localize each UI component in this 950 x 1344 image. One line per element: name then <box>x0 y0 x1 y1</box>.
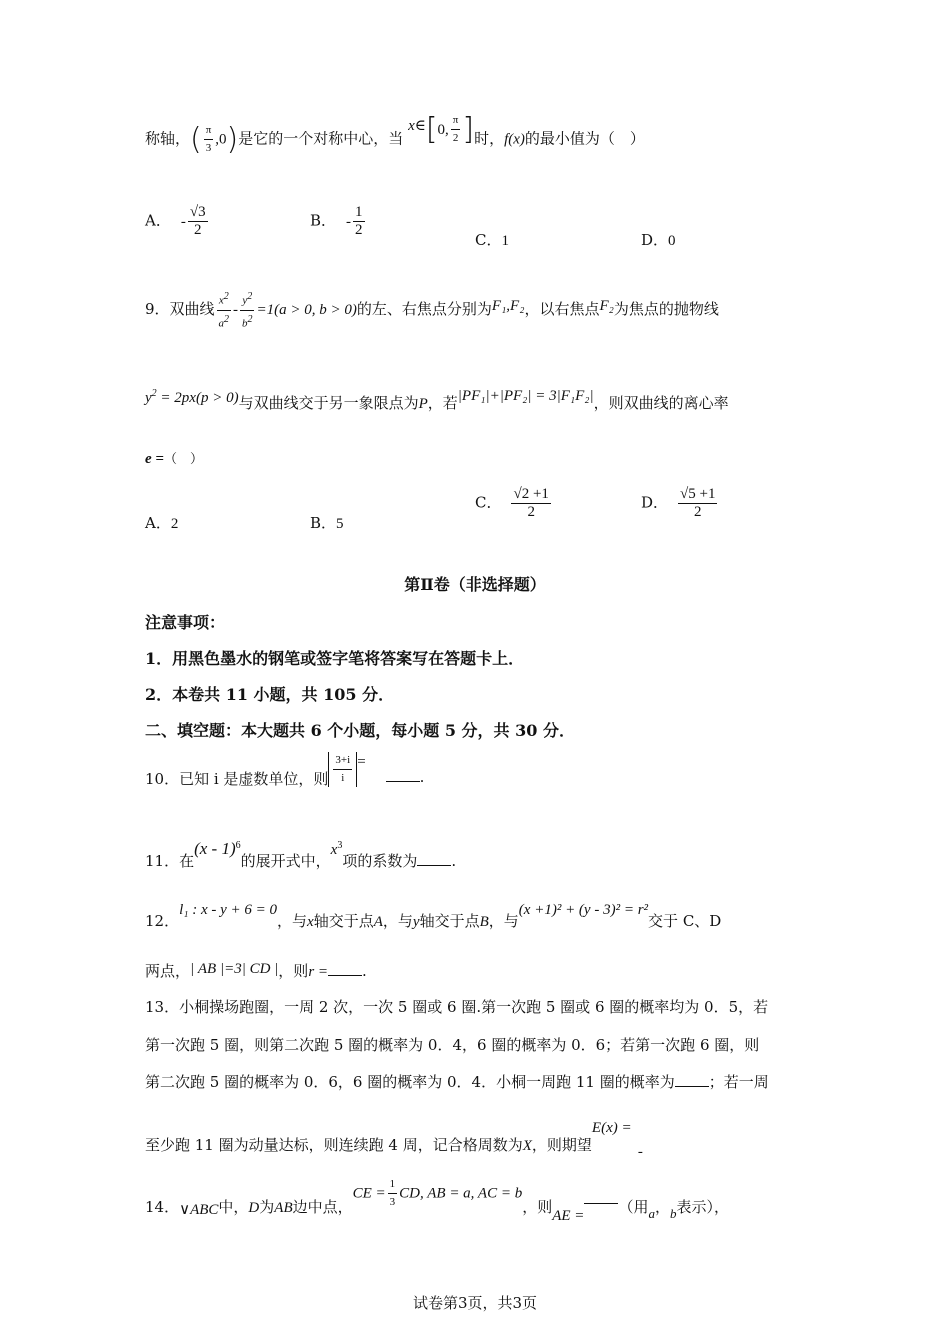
q13-line-4: 至少跑 11 圈为动量达标，则连续跑 4 周，记合格周数为X，则期望E(x) = - <box>145 1120 643 1160</box>
frac-a: $\frac{√3}{2}$ <box>189 204 206 238</box>
q12-line-2: 两点，| AB |=3| CD |，则r = . <box>145 961 367 980</box>
pi-over-2: $\frac{\pi}{2}$ <box>452 114 459 144</box>
modulus-frac: $\frac{3+i}{i}$ <box>335 754 351 784</box>
q9-option-d: D． $\frac{√5 +1}{2}$ <box>641 486 716 520</box>
q9-line-1: 9．双曲线 $\frac{x^2}{a^2}$ - $\frac{y^2}{b^2}$ =1(a > 0, b > 0)的左、右焦点分别为F₁,F₂，以右焦点F₂为焦点的抛物线 <box>145 288 719 332</box>
y2-over-b2: $\frac{y^2}{b^2}$ <box>240 288 255 332</box>
q9-option-c: C． $\frac{√2 +1}{2}$ <box>475 486 549 520</box>
frac-d: $\frac{√5 +1}{2}$ <box>680 486 716 520</box>
fx: f(x) <box>504 131 525 148</box>
q14-blank <box>584 1189 618 1204</box>
frac-b: $\frac{1}{2}$ <box>355 204 363 238</box>
q11: 11．在(x - 1)$^6$的展开式中，$x^3$项的系数为 . <box>145 839 457 870</box>
interval-left: 0, <box>437 121 449 138</box>
q10-blank <box>386 767 420 782</box>
q8-text-4: 的最小值为（ ） <box>524 129 645 148</box>
notice-heading: 注意事项： <box>145 613 226 632</box>
vector-rel: CD, AB = a, AC = b <box>399 1185 523 1202</box>
q12-blank <box>328 961 362 976</box>
q9-condition: |PF₁|+|PF₂| = 3|F₁F₂| <box>457 388 594 404</box>
binomial: (x - 1) <box>194 839 236 858</box>
q11-blank <box>417 851 451 866</box>
q13-blank-1 <box>675 1072 709 1087</box>
q8-text-2: 是它的一个对称中心，当 <box>238 129 404 148</box>
q8-tail-line: 称轴，( $\frac{\pi}{3}$ ,0)是它的一个对称中心，当 x∈[0, $\frac{\pi}{2}$ ]时，f(x)的最小值为（ ） <box>145 112 645 157</box>
frac-c: $\frac{√2 +1}{2}$ <box>513 486 549 520</box>
circle-eq: (x +1)² + (y - 3)² = r² <box>518 902 649 918</box>
notice-2: 2．本卷共 11 小题，共 105 分． <box>145 685 395 704</box>
q9-option-a: A．2 <box>145 514 179 532</box>
q8-option-d: D．0 <box>641 231 676 249</box>
x-in: x∈ <box>408 117 426 134</box>
q13-line-3: 第二次跑 5 圈的概率为 0．6，6 圈的概率为 0．4．小桐一周跑 11 圈的概率为 ；若一周 <box>145 1073 769 1091</box>
notice-1: 1．用黑色墨水的钢笔或签字笔将答案写在答题卡上． <box>145 649 525 668</box>
q13-line-2: 第一次跑 5 圈，则第二次跑 5 圈的概率为 0．4，6 圈的概率为 0．6；若第一次跑 6 圈，则 <box>145 1036 760 1054</box>
line-l1: l₁ : x - y + 6 = 0 <box>179 902 278 918</box>
q8-option-b: B． - $\frac{1}{2}$ <box>310 204 363 238</box>
q9-line-2: $y^2 = 2px(p > 0)$与双曲线交于另一象限点为P，若|PF₁|+|PF₂| = 3|F₁F₂|，则双曲线的离心率 <box>145 388 729 412</box>
q8-text-3: 时， <box>474 129 505 148</box>
q8-option-a: A． - $\frac{√3}{2}$ <box>145 204 206 238</box>
one-third: $\frac{1}{3}$ <box>389 1178 396 1208</box>
parabola: = 2px(p > 0) <box>160 390 239 406</box>
triangle-abc: ∨ABC <box>179 1201 219 1218</box>
expectation: E(x) = - <box>591 1120 643 1160</box>
x2-over-a2: $\frac{x^2}{a^2}$ <box>217 288 232 332</box>
ab-cd-cond: | AB |=3| CD | <box>190 961 279 977</box>
eccentricity: e = <box>145 451 164 467</box>
pi-over-3: $\frac{\pi}{3}$ <box>205 124 212 154</box>
q10: 10．已知 i 是虚数单位，则 $\frac{3+i}{i}$ =. <box>145 753 425 788</box>
page-footer: 试卷第3页，共3页 <box>412 1294 538 1312</box>
q9-paren: （ ） <box>163 452 203 467</box>
q13-line-1: 13．小桐操场跑圈，一周 2 次，一次 5 圈或 6 圈.第一次跑 5 圈或 6 圈的概率均为 0．5，若 <box>145 998 769 1016</box>
section-title: 第Ⅱ卷（非选择题） <box>404 575 546 594</box>
q9-option-b: B．5 <box>310 514 344 532</box>
hyperbola-rest: =1(a > 0, b > 0) <box>256 302 357 319</box>
q8-text: 称轴， <box>145 129 191 148</box>
q14: 14．∨ABC中，D为AB边中点，CE = $\frac{1}{3}$ CD, AB = a, AC = b，则AE = （用a，b表示）， <box>145 1178 729 1224</box>
q8-option-c: C．1 <box>475 231 509 249</box>
point-p: P <box>418 396 428 412</box>
q12-line-1: 12．l₁ : x - y + 6 = 0，与x轴交于点A，与y轴交于点B，与(x +1)² + (y - 3)² = r²交于 C、D <box>145 902 722 930</box>
q9-number: 9．双曲线 <box>145 300 215 319</box>
foci: F₁,F₂ <box>491 298 525 315</box>
q9-line-3 <box>145 448 203 468</box>
f2: F₂ <box>599 298 614 315</box>
q8-zero: ,0 <box>215 131 227 148</box>
part-heading: 二、填空题：本大题共 6 个小题，每小题 5 分，共 30 分． <box>145 721 575 740</box>
